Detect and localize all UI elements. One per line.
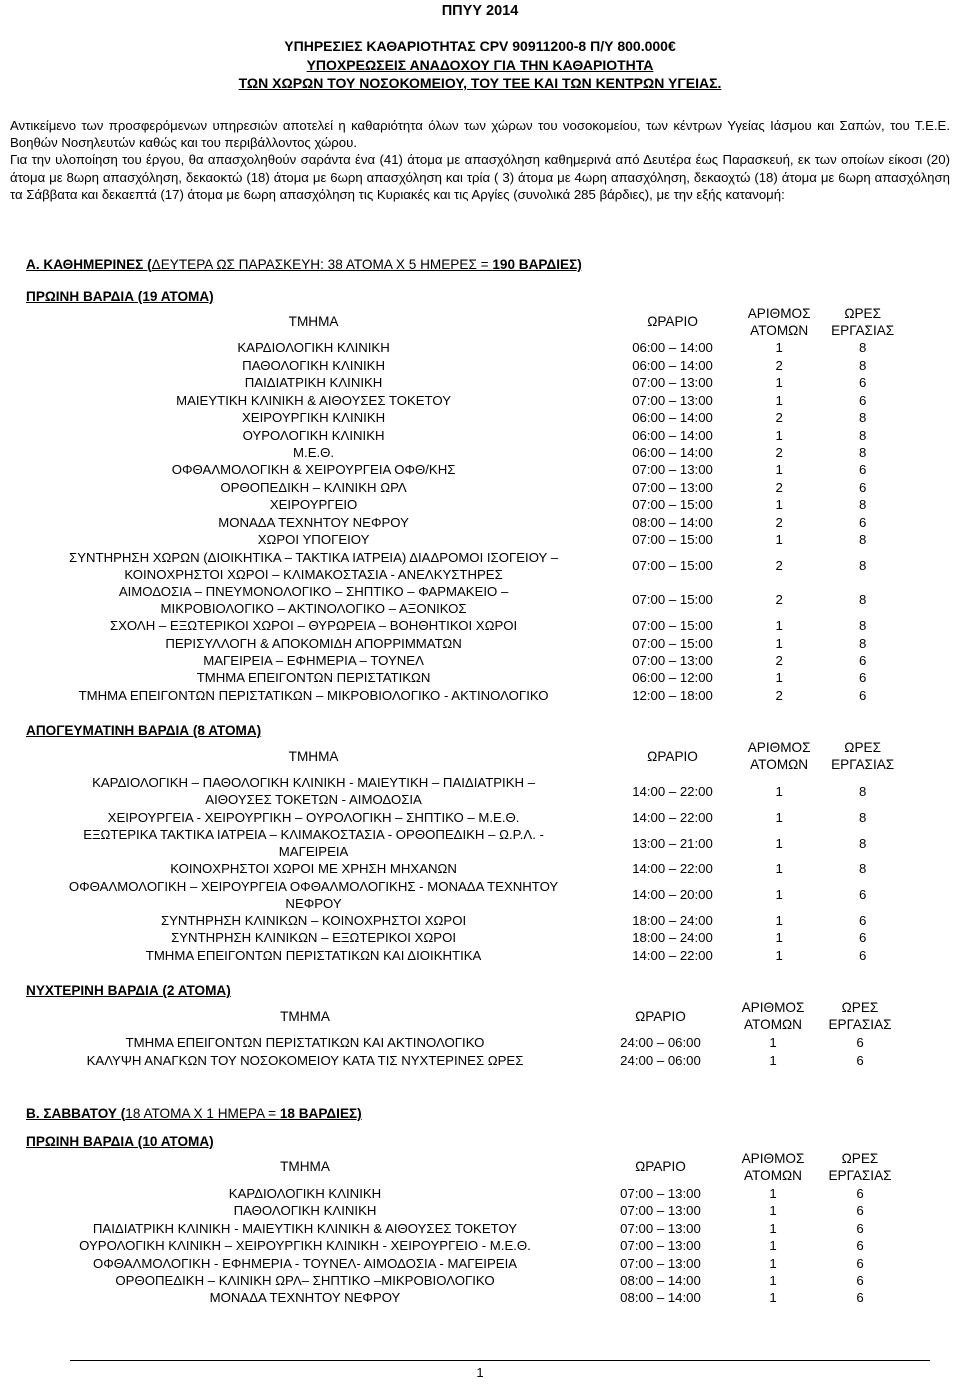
column-header-count-line2: ΑΤΟΜΩΝ [750, 322, 809, 338]
cell-time: 13:00 – 21:00 [632, 835, 713, 851]
cell-dept: ΚΑΡΔΙΟΛΟΓΙΚΗ – ΠΑΘΟΛΟΓΙΚΗ ΚΛΙΝΙΚΗ - ΜΑΙΕΥΤΙΚΗ – ΠΑΙΔΙΑΤΡΙΚΗ – ΑΙΘΟΥΣΕΣ ΤΟΚΕΤΩΝ - ΑΙΜΟΔΟΣΙΑ [92, 775, 536, 808]
cell-dept: ΜΟΝΑΔΑ ΤΕΧΝΗΤΟΥ ΝΕΦΡΟΥ [218, 514, 409, 530]
column-header-hours-line1: ΩΡΕΣ [844, 740, 881, 756]
cell-time: 07:00 – 13:00 [632, 375, 713, 391]
table-row [25, 339, 910, 356]
table-header-row [25, 1000, 910, 1034]
shift-table [25, 1000, 910, 1069]
shift-title: ΑΠΟΓΕΥΜΑΤΙΝΗ ΒΑΡΔΙΑ (8 ΑΤΟΜΑ) [26, 723, 262, 739]
intro-paragraph-2: Για την υλοποίηση του έργου, θα απασχοληθούν σαράντα ένα (41) άτομα με απασχόληση καθημερινά από Δευτέρα έως Παρασκευή, εκ των οποίων είκοσι (20) άτομα με 8ωρη απασχόληση, δεκαοκτώ (18) άτομα με 6ωρη απασχόληση και τρία ( 3) άτομα με 4ωρη απασχόληση, δεκαοχτώ (18) άτομα με 6ωρη απασχόληση τα Σάββατα και δεκαεπτά (17) άτομα με 6ωρη απασχόληση τις Κυριακές και τις Αργίες (συνολικά 285 βάρδιες), με την εξής κατανομή: [10, 152, 950, 203]
cell-count: 1 [775, 809, 783, 825]
shift-title: ΝΥΧΤΕΡΙΝΗ ΒΑΡΔΙΑ (2 ΑΤΟΜΑ) [26, 983, 231, 999]
table-row [25, 1034, 910, 1051]
column-header-hours-line2: ΕΡΓΑΣΙΑΣ [828, 1017, 892, 1033]
cell-count: 2 [775, 592, 783, 608]
cell-dept: ΠΑΙΔΙΑΤΡΙΚΗ ΚΛΙΝΙΚΗ [244, 375, 383, 391]
column-header-count [736, 1000, 810, 1034]
cell-count: 1 [769, 1255, 777, 1271]
column-header-hours [815, 306, 910, 340]
cell-hours: 8 [858, 558, 867, 574]
cell-hours: 8 [858, 357, 867, 373]
cell-hours: 6 [856, 1203, 864, 1219]
cell-hours: 8 [858, 427, 867, 443]
cell-dept: ΤΜΗΜΑ ΕΠΕΙΓΟΝΤΩΝ ΠΕΡΙΣΤΑΤΙΚΩΝ ΚΑΙ ΑΚΤΙΝΟΛΟΓΙΚΟ [125, 1035, 485, 1051]
cell-time: 08:00 – 14:00 [632, 514, 713, 530]
column-header-count [736, 1151, 810, 1185]
cell-hours: 6 [856, 1052, 864, 1068]
cell-hours: 6 [856, 1220, 864, 1236]
cell-count: 1 [769, 1272, 777, 1288]
table-row [25, 878, 910, 912]
cell-dept: ΟΦΘΑΛΜΟΛΟΓΙΚΗ – ΧΕΙΡΟΥΡΓΕΙΑ ΟΦΘΑΛΜΟΛΟΓΙΚΗΣ - ΜΟΝΑΔΑ ΤΕΧΝΗΤΟΥ ΝΕΦΡΟΥ [68, 878, 559, 911]
cell-time: 07:00 – 15:00 [632, 592, 713, 608]
cell-count: 1 [775, 783, 783, 799]
table-row [25, 357, 910, 374]
cell-dept: ΣΥΝΤΗΡΗΣΗ ΚΛΙΝΙΚΩΝ – ΕΞΩΤΕΡΙΚΟΙ ΧΩΡΟΙ [171, 930, 456, 946]
column-header-hours-line1: ΩΡΕΣ [841, 1000, 879, 1016]
cell-count: 1 [775, 835, 783, 851]
cell-hours: 6 [856, 1272, 864, 1288]
column-header-dept: ΤΜΗΜΑ [288, 314, 339, 329]
cell-dept: ΟΦΘΑΛΜΟΛΟΓΙΚΗ - ΕΦΗΜΕΡΙΑ - ΤΟΥΝΕΛ- ΑΙΜΟΔΟΣΙΑ - ΜΑΓΕΙΡΕΙΑ [92, 1255, 518, 1271]
cell-time: 12:00 – 18:00 [632, 687, 713, 703]
cell-hours: 6 [858, 947, 867, 963]
column-header-dept: ΤΜΗΜΑ [280, 1159, 330, 1175]
cell-count: 1 [769, 1290, 777, 1306]
cell-dept: ΟΥΡΟΛΟΓΙΚΗ ΚΛΙΝΙΚΗ – ΧΕΙΡΟΥΡΓΙΚΗ ΚΛΙΝΙΚΗ - ΧΕΙΡΟΥΡΓΕΙΟ - Μ.Ε.Θ. [79, 1238, 531, 1254]
cell-hours: 6 [858, 887, 867, 903]
shift-block-afternoon [0, 722, 960, 964]
cell-count: 1 [775, 930, 783, 946]
column-header-hours-line1: ΩΡΕΣ [844, 305, 882, 321]
footer-rule [70, 1360, 930, 1361]
cell-dept: ΣΧΟΛΗ – ΕΞΩΤΕΡΙΚΟΙ ΧΩΡΟΙ – ΘΥΡΩΡΕΙΑ – ΒΟΗΘΗΤΙΚΟΙ ΧΩΡΟΙ [109, 618, 518, 634]
cell-time: 07:00 – 13:00 [620, 1238, 701, 1254]
cell-time: 07:00 – 15:00 [632, 635, 713, 651]
column-header-hours [810, 1000, 910, 1034]
table-row [25, 687, 910, 704]
cell-hours: 6 [856, 1035, 864, 1051]
table-row [25, 809, 910, 826]
column-header-hours [815, 740, 910, 774]
cell-time: 07:00 – 15:00 [632, 497, 713, 513]
cell-hours: 6 [858, 912, 867, 928]
section-a-label: Α. ΚΑΘΗΜΕΡΙΝΕΣ ( [26, 256, 152, 272]
column-header-count [743, 740, 815, 774]
table-row [25, 1220, 910, 1237]
cell-hours: 8 [858, 497, 867, 513]
table-row [25, 392, 910, 409]
column-header-count-line2: ΑΤΟΜΩΝ [744, 1017, 802, 1033]
cell-dept: ΠΑΘΟΛΟΓΙΚΗ ΚΛΙΝΙΚΗ [242, 357, 385, 373]
column-header-count-line1: ΑΡΙΘΜΟΣ [747, 305, 811, 321]
cell-time: 07:00 – 15:00 [632, 618, 713, 634]
cell-hours: 8 [858, 809, 867, 825]
table-header-row [25, 740, 910, 774]
cell-time: 14:00 – 22:00 [632, 809, 713, 825]
shift-table [25, 740, 910, 964]
cell-time: 24:00 – 06:00 [620, 1035, 701, 1051]
cell-hours: 6 [856, 1238, 864, 1254]
cell-dept: ΠΑΘΟΛΟΓΙΚΗ ΚΛΙΝΙΚΗ [233, 1203, 377, 1219]
cell-hours: 6 [858, 479, 867, 495]
table-row [25, 461, 910, 478]
shift-block-night [0, 982, 960, 1069]
table-row [25, 635, 910, 652]
cell-hours: 8 [858, 410, 867, 426]
cell-time: 06:00 – 14:00 [632, 340, 713, 356]
cell-dept: ΜΑΓΕΙΡΕΙΑ – ΕΦΗΜΕΡΙΑ – ΤΟΥΝΕΛ [203, 653, 424, 669]
heading-line-1: ΥΠΗΡΕΣΙΕΣ ΚΑΘΑΡΙΟΤΗΤΑΣ CPV 90911200-8 Π/Υ 800.000€ [284, 38, 676, 55]
cell-dept: ΚΑΛΥΨΗ ΑΝΑΓΚΩΝ ΤΟΥ ΝΟΣΟΚΟΜΕΙΟΥ ΚΑΤΑ ΤΙΣ ΝΥΧΤΕΡΙΝΕΣ ΩΡΕΣ [86, 1052, 524, 1068]
table-row [25, 583, 910, 617]
section-b-label: Β. ΣΑΒΒΑΤΟΥ ( [26, 1105, 126, 1121]
cell-time: 07:00 – 13:00 [632, 479, 713, 495]
cell-dept: ΑΙΜΟΔΟΣΙΑ – ΠΝΕΥΜΟΝΟΛΟΓΙΚΟ – ΣΗΠΤΙΚΟ – ΦΑΡΜΑΚΕΙΟ – ΜΙΚΡΟΒΙΟΛΟΓΙΚΟ – ΑΚΤΙΝΟΛΟΓΙΚΟ – ΑΞΟΝΙΚΟΣ [118, 583, 509, 617]
column-header-time: ΩΡΑΡΙΟ [647, 748, 698, 764]
cell-time: 06:00 – 14:00 [632, 427, 713, 443]
table-row [25, 479, 910, 496]
shift-block-saturday-morning [0, 1133, 960, 1307]
cell-dept: ΠΕΡΙΣΥΛΛΟΓΗ & ΑΠΟΚΟΜΙΔΗ ΑΠΟΡΡΙΜΜΑΤΩΝ [165, 635, 462, 651]
column-header-count-line1: ΑΡΙΘΜΟΣ [747, 740, 811, 756]
cell-dept: ΤΜΗΜΑ ΕΠΕΙΓΟΝΤΩΝ ΠΕΡΙΣΤΑΤΙΚΩΝ ΚΑΙ ΔΙΟΙΚΗΤΙΚΑ [145, 947, 482, 963]
cell-time: 07:00 – 13:00 [620, 1203, 701, 1219]
intro-text [10, 117, 950, 204]
cell-dept: ΧΕΙΡΟΥΡΓΙΚΗ ΚΛΙΝΙΚΗ [241, 410, 386, 426]
section-a-total: 190 ΒΑΡΔΙΕΣ) [492, 256, 582, 272]
cell-hours: 6 [858, 462, 867, 478]
section-a-days: ΔΕΥΤΕΡΑ ΩΣ ΠΑΡΑΣΚΕΥΗ: 38 ΑΤΟΜΑ Χ 5 ΗΜΕΡΕΣ = [151, 256, 493, 272]
cell-time: 18:00 – 24:00 [632, 930, 713, 946]
cell-dept: ΣΥΝΤΗΡΗΣΗ ΧΩΡΩΝ (ΔΙΟΙΚΗΤΙΚΑ – ΤΑΚΤΙΚΑ ΙΑΤΡΕΙΑ) ΔΙΑΔΡΟΜΟΙ ΙΣΟΓΕΙΟΥ – ΚΟΙΝΟΧΡΗΣΤΟΙ ΧΩΡΟΙ – ΚΛΙΜΑΚΟΣΤΑΣΙΑ - ΑΝΕΛΚΥΣΤΗΡΕΣ [69, 549, 559, 582]
section-b-heading [26, 1105, 960, 1123]
cell-time: 08:00 – 14:00 [620, 1272, 701, 1288]
cell-count: 2 [775, 479, 783, 495]
column-header-count-line1: ΑΡΙΘΜΟΣ [741, 1150, 805, 1166]
cell-count: 1 [775, 392, 783, 408]
cell-hours: 6 [858, 653, 867, 669]
cell-time: 07:00 – 13:00 [632, 392, 713, 408]
cell-hours: 8 [858, 445, 867, 461]
cell-count: 1 [775, 635, 783, 651]
cell-count: 1 [769, 1035, 777, 1051]
cell-dept: ΤΜΗΜΑ ΕΠΕΙΓΟΝΤΩΝ ΠΕΡΙΣΤΑΤΙΚΩΝ [196, 670, 431, 686]
table-row [25, 514, 910, 531]
cell-count: 1 [769, 1203, 777, 1219]
cell-hours: 8 [858, 618, 867, 634]
cell-count: 2 [775, 514, 783, 530]
cell-hours: 6 [858, 375, 867, 391]
column-header-time: ΩΡΑΡΙΟ [635, 1008, 686, 1024]
intro-paragraph-1: Αντικείμενο των προσφερόμενων υπηρεσιών αποτελεί η καθαριότητα όλων των χώρων του νοσοκομείου, των κέντρων Υγείας Ιάσμου και Σαπών, του Τ.Ε.Ε. Βοηθών Νοσηλευτών καθώς και του περιβάλλοντος χώρου. [10, 117, 950, 150]
table-row [25, 531, 910, 548]
cell-hours: 6 [856, 1255, 864, 1271]
cell-dept: ΟΥΡΟΛΟΓΙΚΗ ΚΛΙΝΙΚΗ [242, 427, 385, 443]
title-block [0, 0, 960, 93]
cell-time: 14:00 – 22:00 [632, 783, 713, 799]
table-row [25, 1202, 910, 1219]
cell-time: 07:00 – 15:00 [632, 532, 713, 548]
cell-count: 1 [775, 912, 783, 928]
document-title: ΠΠΥΥ 2014 [441, 3, 519, 19]
table-row [25, 774, 910, 808]
cell-time: 07:00 – 13:00 [620, 1255, 701, 1271]
heading-line-3: ΤΩΝ ΧΩΡΩΝ ΤΟΥ ΝΟΣΟΚΟΜΕΙΟΥ, ΤΟΥ ΤΕΕ ΚΑΙ ΤΩΝ ΚΕΝΤΡΩΝ ΥΓΕΙΑΣ. [238, 75, 722, 92]
shift-table [25, 1151, 910, 1307]
table-header-row [25, 1151, 910, 1185]
cell-time: 14:00 – 20:00 [632, 887, 713, 903]
cell-hours: 8 [858, 532, 867, 548]
cell-count: 2 [775, 558, 783, 574]
cell-count: 2 [775, 357, 783, 373]
column-header-count-line1: ΑΡΙΘΜΟΣ [741, 1000, 805, 1016]
column-header-hours [810, 1151, 910, 1185]
page-number: 1 [476, 1365, 484, 1380]
cell-time: 07:00 – 13:00 [632, 653, 713, 669]
cell-time: 14:00 – 22:00 [632, 947, 713, 963]
shift-title: ΠΡΩΙΝΗ ΒΑΡΔΙΑ (10 ΑΤΟΜΑ) [26, 1133, 214, 1149]
shift-block-morning [0, 288, 960, 705]
table-row [25, 549, 910, 583]
section-a-heading [26, 256, 960, 274]
shift-title: ΠΡΩΙΝΗ ΒΑΡΔΙΑ (19 ΑΤΟΜΑ) [26, 288, 214, 304]
cell-count: 1 [775, 861, 783, 877]
cell-dept: ΧΕΙΡΟΥΡΓΕΙΑ - ΧΕΙΡΟΥΡΓΙΚΗ – ΟΥΡΟΛΟΓΙΚΗ – ΣΗΠΤΙΚΟ – Μ.Ε.Θ. [107, 809, 520, 825]
cell-hours: 6 [858, 514, 867, 530]
cell-dept: Μ.Ε.Θ. [293, 445, 335, 461]
cell-time: 07:00 – 13:00 [620, 1185, 701, 1201]
cell-count: 1 [775, 947, 783, 963]
table-row [25, 860, 910, 877]
cell-count: 1 [775, 497, 783, 513]
table-row [25, 929, 910, 946]
cell-count: 1 [775, 462, 783, 478]
table-row [25, 409, 910, 426]
table-row [25, 617, 910, 634]
table-row [25, 669, 910, 686]
cell-dept: ΜΟΝΑΔΑ ΤΕΧΝΗΤΟΥ ΝΕΦΡΟΥ [209, 1290, 401, 1306]
cell-count: 1 [775, 532, 783, 548]
cell-count: 1 [769, 1238, 777, 1254]
cell-dept: ΕΞΩΤΕΡΙΚΑ ΤΑΚΤΙΚΑ ΙΑΤΡΕΙΑ – ΚΛΙΜΑΚΟΣΤΑΣΙΑ - ΟΡΘΟΠΕΔΙΚΗ – Ω.Ρ.Λ. - ΜΑΓΕΙΡΕΙΑ [83, 826, 544, 860]
cell-time: 06:00 – 14:00 [632, 357, 713, 373]
cell-dept: ΟΡΘΟΠΕΔΙΚΗ – ΚΛΙΝΙΚΗ ΩΡΛ– ΣΗΠΤΙΚΟ –ΜΙΚΡΟΒΙΟΛΟΓΙΚΟ [115, 1272, 495, 1288]
cell-time: 06:00 – 14:00 [632, 445, 713, 461]
heading-line-2: ΥΠΟΧΡΕΩΣΕΙΣ ΑΝΑΔΟΧΟΥ ΓΙΑ ΤΗΝ ΚΑΘΑΡΙΟΤΗΤΑ [306, 56, 654, 73]
cell-count: 1 [775, 340, 783, 356]
cell-count: 2 [775, 445, 783, 461]
cell-time: 07:00 – 13:00 [632, 462, 713, 478]
cell-time: 07:00 – 13:00 [620, 1220, 701, 1236]
section-b-days: 18 ΑΤΟΜΑ Χ 1 ΗΜΕΡΑ = [125, 1105, 280, 1121]
cell-hours: 8 [858, 835, 867, 851]
cell-count: 1 [769, 1052, 777, 1068]
cell-count: 1 [775, 618, 783, 634]
table-row [25, 947, 910, 964]
cell-dept: ΚΑΡΔΙΟΛΟΓΙΚΗ ΚΛΙΝΙΚΗ [228, 1185, 382, 1201]
table-row [25, 1272, 910, 1289]
column-header-dept: ΤΜΗΜΑ [288, 748, 339, 764]
cell-time: 08:00 – 14:00 [620, 1290, 701, 1306]
table-row [25, 652, 910, 669]
cell-dept: ΠΑΙΔΙΑΤΡΙΚΗ ΚΛΙΝΙΚΗ - ΜΑΙΕΥΤΙΚΗ ΚΛΙΝΙΚΗ & ΑΙΘΟΥΣΕΣ ΤΟΚΕΤΟΥ [92, 1220, 518, 1236]
table-row [25, 444, 910, 461]
cell-count: 1 [775, 375, 783, 391]
table-row [25, 826, 910, 860]
shift-table [25, 306, 910, 705]
column-header-hours-line2: ΕΡΓΑΣΙΑΣ [831, 757, 895, 773]
cell-dept: ΚΟΙΝΟΧΡΗΣΤΟΙ ΧΩΡΟΙ ΜΕ ΧΡΗΣΗ ΜΗΧΑΝΩΝ [170, 861, 457, 877]
table-row [25, 1185, 910, 1202]
cell-count: 2 [775, 653, 783, 669]
cell-hours: 6 [856, 1290, 864, 1306]
cell-hours: 8 [858, 861, 867, 877]
table-row [25, 427, 910, 444]
column-header-count-line2: ΑΤΟΜΩΝ [750, 757, 809, 773]
cell-dept: ΟΡΘΟΠΕΔΙΚΗ – ΚΛΙΝΙΚΗ ΩΡΛ [220, 479, 407, 495]
column-header-time: ΩΡΑΡΙΟ [647, 314, 698, 329]
section-b-total: 18 ΒΑΡΔΙΕΣ) [279, 1105, 362, 1121]
cell-count: 2 [775, 410, 783, 426]
cell-hours: 8 [858, 340, 867, 356]
cell-dept: ΤΜΗΜΑ ΕΠΕΙΓΟΝΤΩΝ ΠΕΡΙΣΤΑΤΙΚΩΝ – ΜΙΚΡΟΒΙΟΛΟΓΙΚΟ - ΑΚΤΙΝΟΛΟΓΙΚΟ [78, 687, 549, 703]
cell-dept: ΧΕΙΡΟΥΡΓΕΙΟ [269, 497, 358, 513]
cell-hours: 6 [858, 392, 867, 408]
column-header-time: ΩΡΑΡΙΟ [635, 1159, 686, 1175]
cell-count: 1 [775, 670, 783, 686]
cell-count: 1 [775, 427, 783, 443]
table-row [25, 912, 910, 929]
cell-hours: 6 [858, 930, 867, 946]
cell-dept: ΧΩΡΟΙ ΥΠΟΓΕΙΟΥ [257, 532, 370, 548]
column-header-dept: ΤΜΗΜΑ [280, 1008, 330, 1024]
table-row [25, 374, 910, 391]
column-header-hours-line1: ΩΡΕΣ [841, 1150, 879, 1166]
table-row [25, 496, 910, 513]
table-row [25, 1052, 910, 1069]
cell-hours: 8 [858, 592, 867, 608]
cell-hours: 8 [858, 635, 867, 651]
cell-dept: ΟΦΘΑΛΜΟΛΟΓΙΚΗ & ΧΕΙΡΟΥΡΓΕΙΑ ΟΦΘ/ΚΗΣ [171, 462, 456, 478]
table-row [25, 1255, 910, 1272]
cell-hours: 6 [856, 1185, 864, 1201]
column-header-count [743, 306, 815, 340]
cell-hours: 6 [858, 687, 867, 703]
table-row [25, 1237, 910, 1254]
table-row [25, 1289, 910, 1306]
column-header-hours-line2: ΕΡΓΑΣΙΑΣ [828, 1167, 892, 1183]
cell-time: 06:00 – 12:00 [632, 670, 713, 686]
cell-hours: 8 [858, 783, 867, 799]
cell-dept: ΣΥΝΤΗΡΗΣΗ ΚΛΙΝΙΚΩΝ – ΚΟΙΝΟΧΡΗΣΤΟΙ ΧΩΡΟΙ [160, 912, 467, 928]
cell-time: 18:00 – 24:00 [632, 912, 713, 928]
table-header-row [25, 306, 910, 340]
cell-time: 14:00 – 22:00 [632, 861, 713, 877]
cell-count: 1 [769, 1220, 777, 1236]
cell-hours: 6 [858, 670, 867, 686]
cell-count: 2 [775, 687, 783, 703]
cell-time: 24:00 – 06:00 [620, 1052, 701, 1068]
cell-time: 06:00 – 14:00 [632, 410, 713, 426]
cell-count: 1 [775, 887, 783, 903]
cell-time: 07:00 – 15:00 [632, 558, 713, 574]
column-header-hours-line2: ΕΡΓΑΣΙΑΣ [831, 322, 895, 338]
column-header-count-line2: ΑΤΟΜΩΝ [744, 1167, 802, 1183]
cell-dept: ΚΑΡΔΙΟΛΟΓΙΚΗ ΚΛΙΝΙΚΗ [237, 340, 390, 356]
cell-count: 1 [769, 1185, 777, 1201]
cell-dept: ΜΑΙΕΥΤΙΚΗ ΚΛΙΝΙΚΗ & ΑΙΘΟΥΣΕΣ ΤΟΚΕΤΟΥ [176, 392, 452, 408]
